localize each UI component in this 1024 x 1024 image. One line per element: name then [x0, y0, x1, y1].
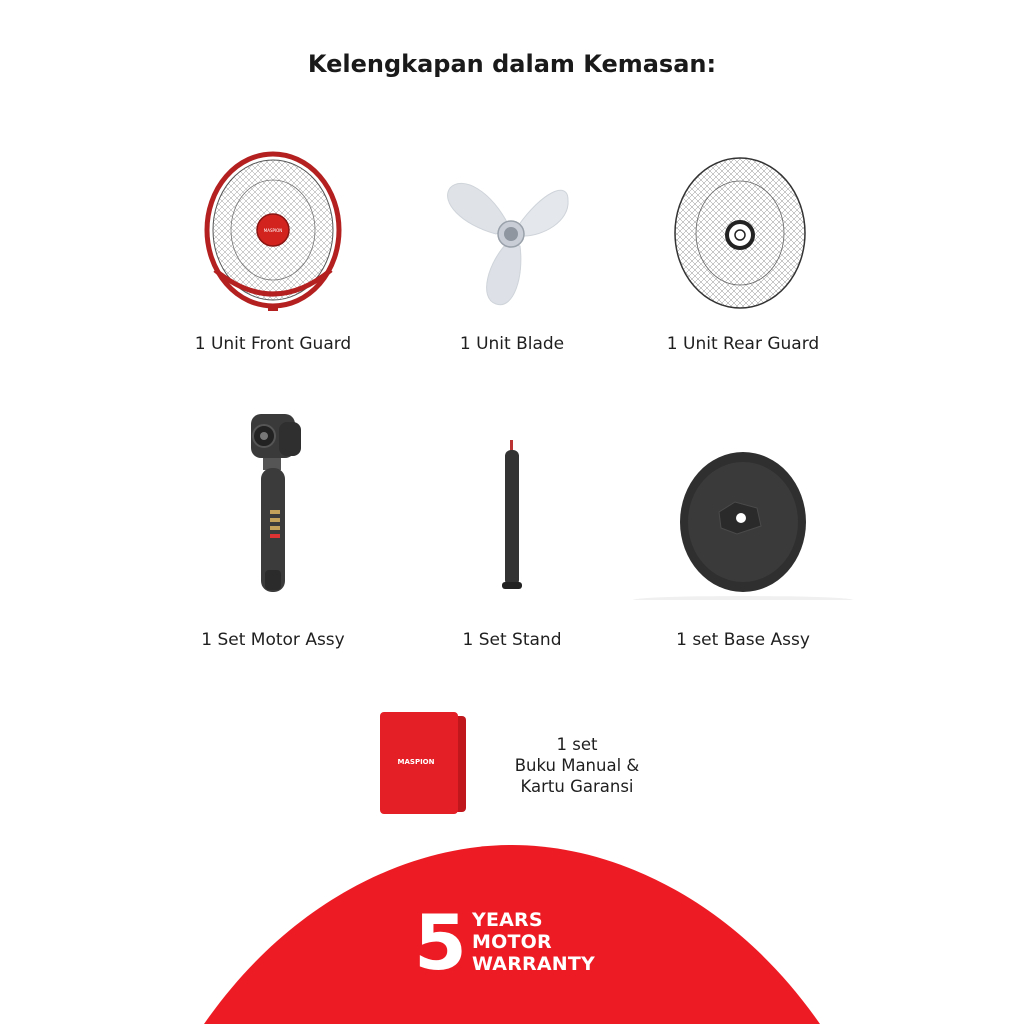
- warranty-years-number: 5: [414, 898, 467, 987]
- label-motor-assy: 1 Set Motor Assy: [201, 630, 345, 650]
- label-front-guard: 1 Unit Front Guard: [194, 334, 352, 354]
- label-base-assy: 1 set Base Assy: [676, 630, 810, 650]
- warranty-line-1: YEARS: [472, 909, 543, 931]
- manual-line-2: Buku Manual &: [514, 756, 640, 775]
- manual-line-1: 1 set: [556, 735, 598, 754]
- label-blade: 1 Unit Blade: [459, 334, 565, 354]
- page-title: Kelengkapan dalam Kemasan:: [307, 50, 717, 78]
- label-stand: 1 Set Stand: [462, 630, 562, 650]
- warranty-line-2: MOTOR: [472, 931, 552, 953]
- label-rear-guard: 1 Unit Rear Guard: [666, 334, 820, 354]
- warranty-line-3: WARRANTY: [472, 953, 595, 975]
- manual-brand: MASPION: [397, 758, 435, 766]
- warranty-text: [472, 909, 595, 975]
- front-guard-brand: MASPION: [263, 228, 283, 233]
- manual-line-3: Kartu Garansi: [520, 777, 634, 796]
